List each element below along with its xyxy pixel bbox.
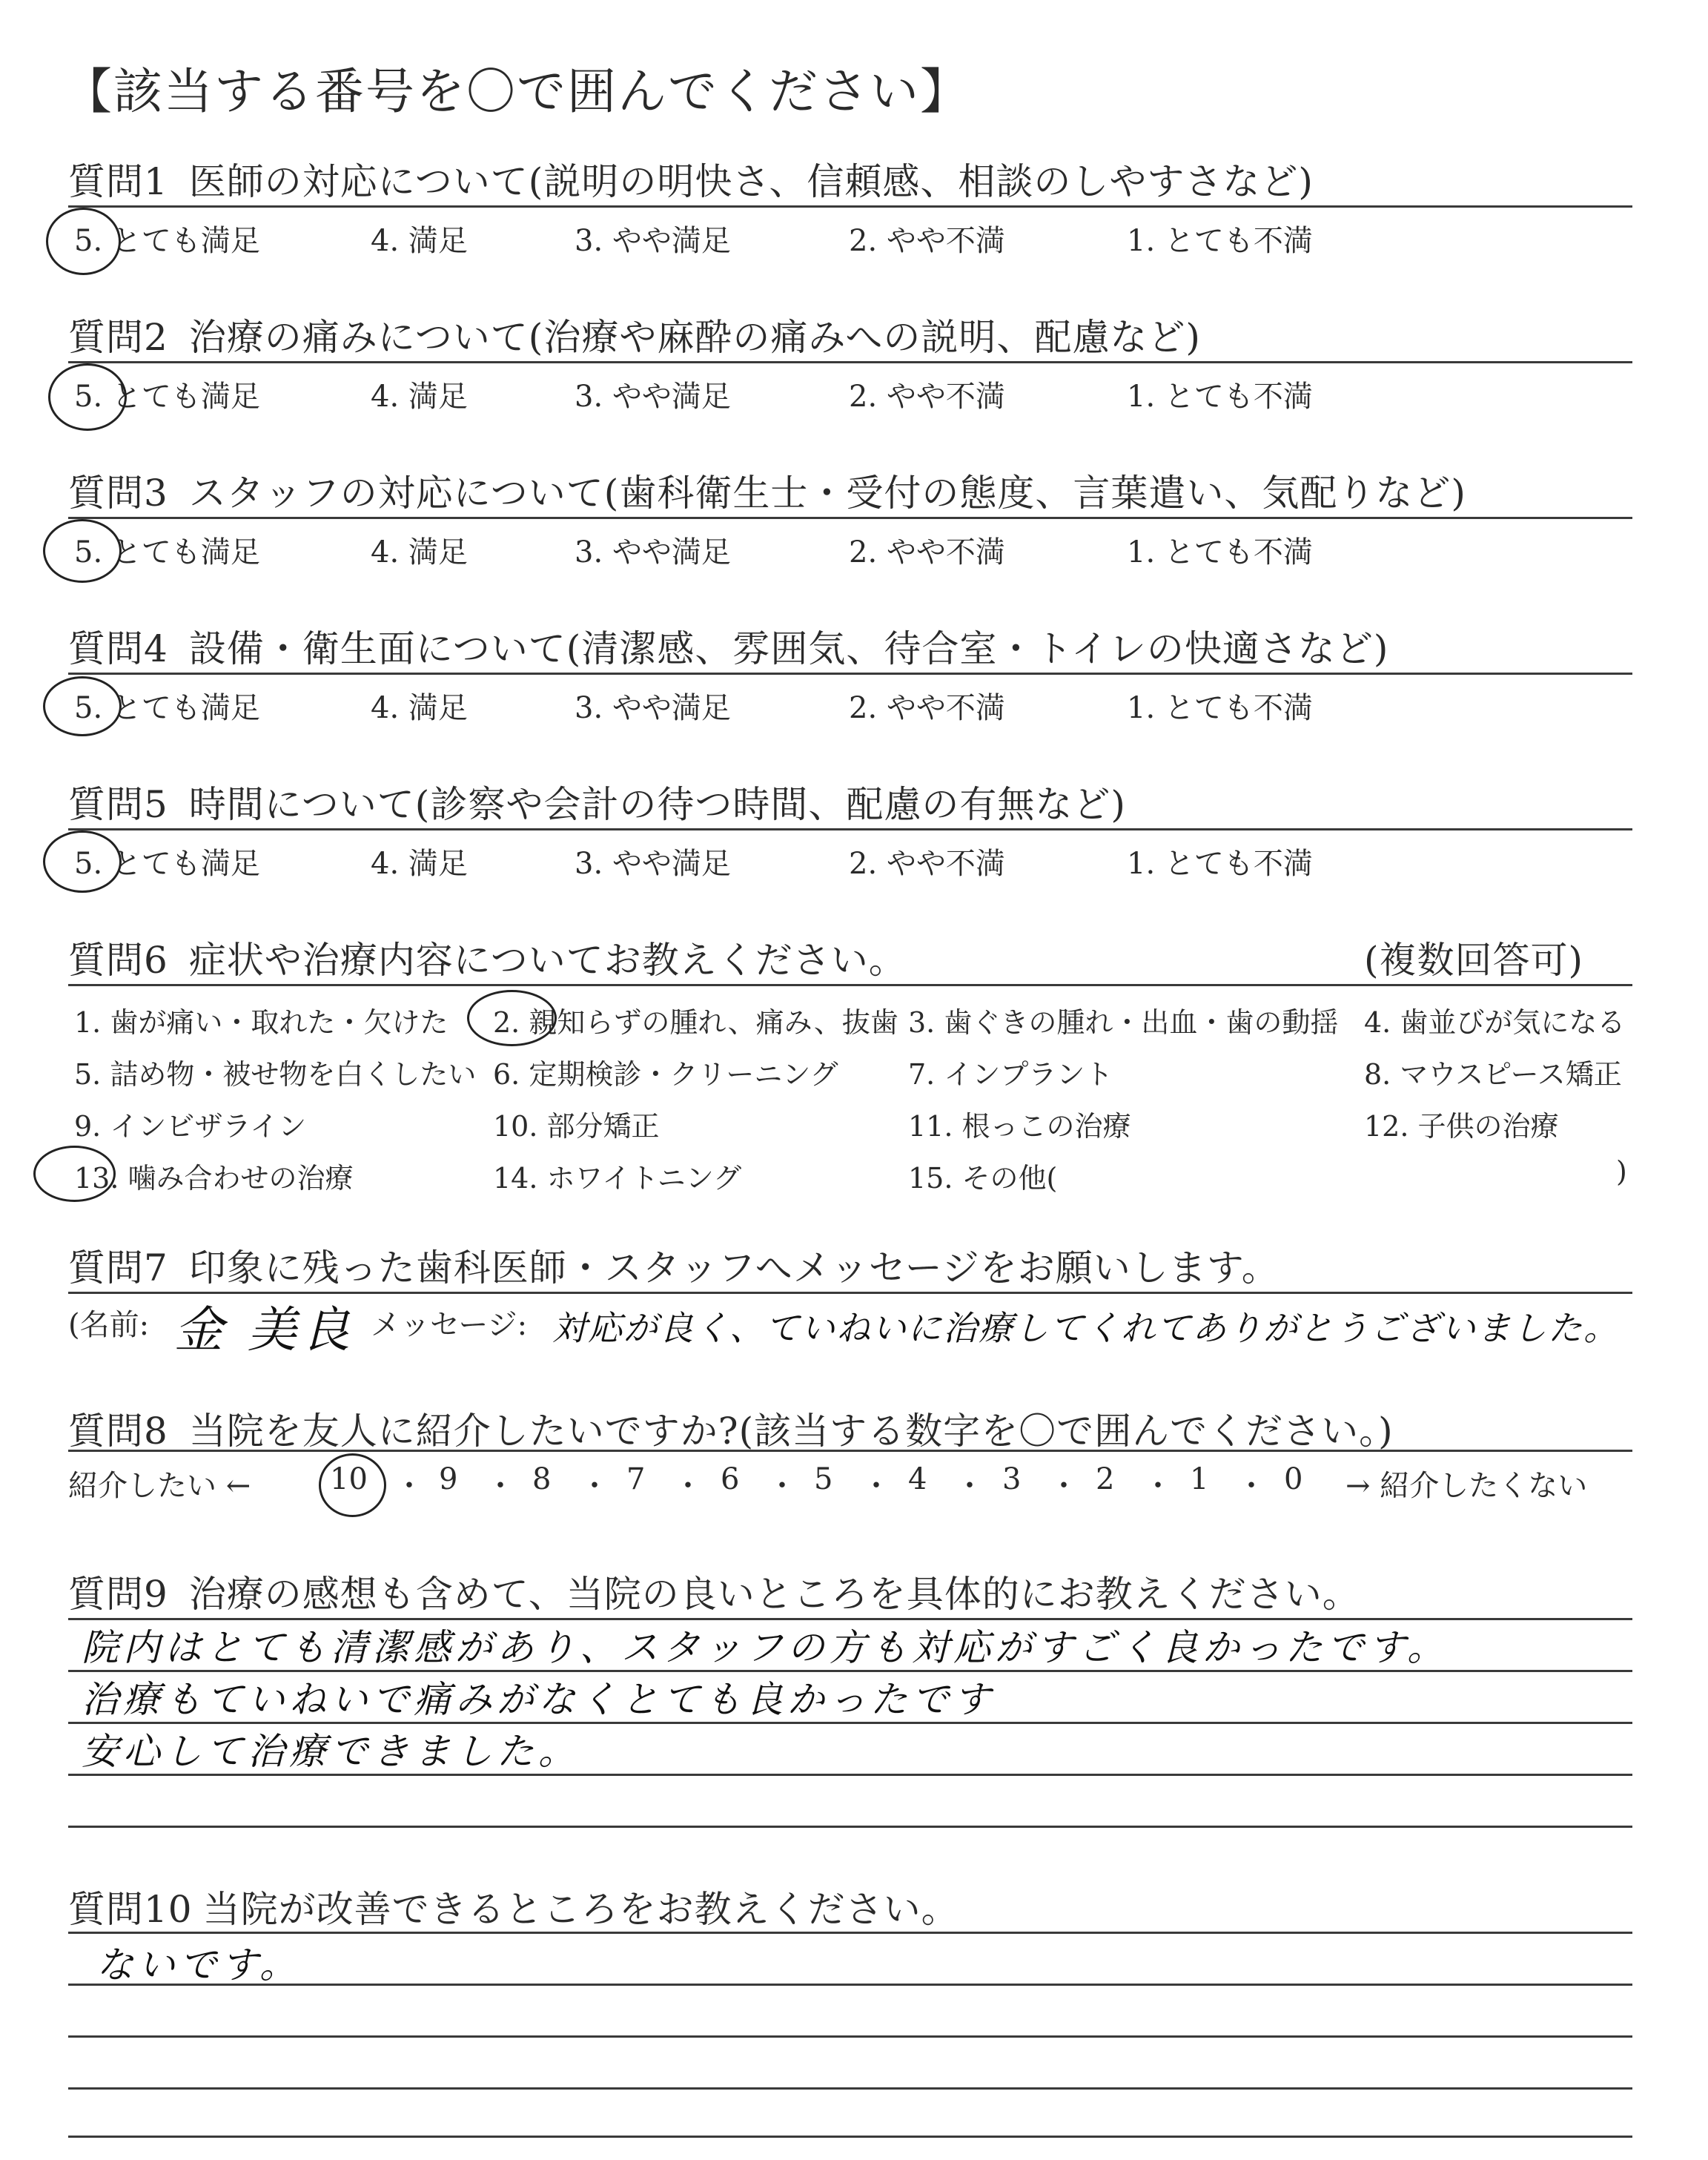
question-1-rule: [68, 205, 1632, 208]
q7-message-handwritten: 対応が良く、ていねいに治療してくれてありがとうございました。: [552, 1308, 1620, 1348]
question-2-heading: [68, 308, 1201, 361]
q4-option-4[interactable]: 4. 満足: [371, 691, 468, 725]
q1-option-3[interactable]: 3. やや満足: [575, 224, 731, 258]
q6-option-8[interactable]: 8. マウスピース矯正: [1364, 1058, 1622, 1091]
q6-option-7[interactable]: 7. インプラント: [908, 1058, 1113, 1091]
q6-option-15[interactable]: 15. その他(: [908, 1162, 1058, 1195]
question-6-heading: [68, 931, 907, 984]
q10-answer-line-1: ないです。: [96, 1943, 301, 1986]
q8-scale-9[interactable]: 9: [439, 1462, 458, 1496]
question-3-number: 質問3: [68, 472, 168, 515]
q1-option-2[interactable]: 2. やや不満: [849, 224, 1005, 258]
question-6-rule: [68, 984, 1632, 986]
question-2-options: [0, 373, 1708, 417]
question-9-heading: [68, 1565, 1360, 1618]
question-7-text: 印象に残った歯科医師・スタッフへメッセージをお願いします。: [188, 1246, 1280, 1289]
q8-scale-0[interactable]: 0: [1284, 1462, 1303, 1496]
question-2-rule: [68, 361, 1632, 363]
q3-option-5[interactable]: 5. とても満足: [74, 535, 260, 569]
question-4-text: 設備・衛生面について(清潔感、雰囲気、待合室・トイレの快適さなど): [188, 627, 1389, 670]
q8-scale-4[interactable]: 4: [908, 1462, 927, 1496]
question-4-number: 質問4: [68, 627, 168, 670]
q8-dot: ・: [394, 1469, 424, 1503]
q8-left-label: 紹介したい ←: [68, 1469, 251, 1503]
q8-dot: ・: [486, 1469, 515, 1503]
q7-name-label: (名前:: [68, 1308, 150, 1342]
question-10-text: 当院が改善できるところをお教えください。: [202, 1888, 959, 1931]
question-10-rule-4: [68, 2087, 1632, 2090]
question-9-text: 治療の感想も含めて、当院の良いところを具体的にお教えください。: [188, 1573, 1360, 1616]
q6-option-4[interactable]: 4. 歯並びが気になる: [1364, 1006, 1626, 1039]
q8-dot: ・: [673, 1469, 703, 1503]
q8-dot: ・: [767, 1469, 797, 1503]
q2-option-1[interactable]: 1. とても不満: [1127, 380, 1313, 414]
q8-scale-6[interactable]: 6: [721, 1462, 740, 1496]
question-3-options: [0, 529, 1708, 573]
question-4-options: [0, 684, 1708, 729]
q8-scale-1[interactable]: 1: [1190, 1462, 1209, 1496]
q8-dot: ・: [1143, 1469, 1173, 1503]
question-5-rule: [68, 828, 1632, 830]
q8-scale-8[interactable]: 8: [532, 1462, 552, 1496]
q3-option-1[interactable]: 1. とても不満: [1127, 535, 1313, 569]
q2-option-5[interactable]: 5. とても満足: [74, 380, 260, 414]
q6-option-14[interactable]: 14. ホワイトニング: [493, 1162, 742, 1195]
question-5-heading: [68, 775, 1126, 828]
question-5-number: 質問5: [68, 783, 168, 826]
q6-option-2[interactable]: 2. 親知らずの腫れ、痛み、抜歯: [493, 1006, 898, 1039]
q5-option-3[interactable]: 3. やや満足: [575, 847, 731, 881]
question-7-heading: [68, 1238, 1280, 1292]
q6-option-3[interactable]: 3. 歯ぐきの腫れ・出血・歯の動揺: [908, 1006, 1339, 1039]
q8-dot: ・: [1049, 1469, 1079, 1503]
q3-option-2[interactable]: 2. やや不満: [849, 535, 1005, 569]
q6-option-9[interactable]: 9. インビザライン: [74, 1110, 307, 1143]
q5-option-4[interactable]: 4. 満足: [371, 847, 468, 881]
question-9-rule-5: [68, 1826, 1632, 1828]
form-title: 【該当する番号を〇で囲んでください】: [63, 63, 970, 120]
q4-option-1[interactable]: 1. とても不満: [1127, 691, 1313, 725]
q8-scale-5[interactable]: 5: [814, 1462, 833, 1496]
question-5-options: [0, 840, 1708, 885]
q4-option-3[interactable]: 3. やや満足: [575, 691, 731, 725]
q4-option-5[interactable]: 5. とても満足: [74, 691, 260, 725]
question-8-number: 質問8: [68, 1410, 168, 1453]
q8-dot: ・: [1237, 1469, 1266, 1503]
question-6-number: 質問6: [68, 939, 168, 982]
q8-scale-10[interactable]: 10: [330, 1462, 368, 1496]
q8-dot: ・: [580, 1469, 609, 1503]
q6-option-13[interactable]: 13. 噛み合わせの治療: [74, 1162, 354, 1195]
question-3-heading: [68, 463, 1466, 517]
question-2-number: 質問2: [68, 316, 168, 359]
q1-option-4[interactable]: 4. 満足: [371, 224, 468, 258]
q2-option-3[interactable]: 3. やや満足: [575, 380, 731, 414]
q7-message-label: メッセージ:: [371, 1308, 528, 1342]
question-3-rule: [68, 517, 1632, 519]
q6-option-15-close-paren: ): [1616, 1155, 1627, 1188]
question-10-heading: [68, 1880, 959, 1933]
q4-option-2[interactable]: 2. やや不満: [849, 691, 1005, 725]
q8-dot: ・: [955, 1469, 984, 1503]
q6-option-11[interactable]: 11. 根っこの治療: [908, 1110, 1131, 1143]
question-10-rule-1: [68, 1932, 1632, 1934]
q8-dot: ・: [861, 1469, 891, 1503]
question-4-rule: [68, 673, 1632, 675]
question-8-rule: [68, 1450, 1632, 1452]
q8-scale-7[interactable]: 7: [626, 1462, 646, 1496]
q2-option-4[interactable]: 4. 満足: [371, 380, 468, 414]
q8-scale-2[interactable]: 2: [1096, 1462, 1115, 1496]
question-1-text: 医師の対応について(説明の明快さ、信頼感、相談のしやすさなど): [188, 160, 1314, 203]
q5-option-5[interactable]: 5. とても満足: [74, 847, 260, 881]
question-7-number: 質問7: [68, 1246, 168, 1289]
q2-option-2[interactable]: 2. やや不満: [849, 380, 1005, 414]
question-1-options: [0, 217, 1708, 262]
question-3-text: スタッフの対応について(歯科衛生士・受付の態度、言葉遣い、気配りなど): [188, 472, 1466, 515]
q6-option-10[interactable]: 10. 部分矯正: [493, 1110, 660, 1143]
question-5-text: 時間について(診察や会計の待つ時間、配慮の有無など): [188, 783, 1126, 826]
q1-option-1[interactable]: 1. とても不満: [1127, 224, 1313, 258]
q6-option-6[interactable]: 6. 定期検診・クリーニング: [493, 1058, 838, 1091]
question-10-rule-5: [68, 2136, 1632, 2138]
q1-option-5[interactable]: 5. とても満足: [74, 224, 260, 258]
question-10-rule-2: [68, 1984, 1632, 1986]
question-1-number: 質問1: [68, 160, 168, 203]
q9-answer-line-3: 安心して治療できました。: [82, 1730, 580, 1773]
q8-right-label: → 紹介したくない: [1345, 1469, 1588, 1503]
question-4-heading: [68, 619, 1388, 673]
question-2-text: 治療の痛みについて(治療や麻酔の痛みへの説明、配慮など): [188, 316, 1201, 359]
question-10-number: 質問10: [68, 1888, 193, 1931]
question-8-text: 当院を友人に紹介したいですか?(該当する数字を〇で囲んでください。): [188, 1410, 1394, 1453]
question-9-number: 質問9: [68, 1573, 168, 1616]
question-8-heading: [68, 1401, 1394, 1455]
q5-option-1[interactable]: 1. とても不満: [1127, 847, 1313, 881]
q7-name-handwritten: 金 美良: [174, 1301, 354, 1358]
q8-scale-3[interactable]: 3: [1002, 1462, 1022, 1496]
question-6-text: 症状や治療内容についてお教えください。: [188, 939, 907, 982]
q9-answer-line-1: 院内はとても清潔感があり、スタッフの方も対応がすごく良かったです。: [82, 1626, 1449, 1669]
q6-option-1[interactable]: 1. 歯が痛い・取れた・欠けた: [74, 1006, 448, 1039]
question-1-heading: [68, 152, 1314, 205]
q3-option-3[interactable]: 3. やや満足: [575, 535, 731, 569]
question-10-rule-3: [68, 2035, 1632, 2038]
q3-option-4[interactable]: 4. 満足: [371, 535, 468, 569]
q9-answer-line-2: 治療もていねいで痛みがなくとても良かったです: [82, 1678, 995, 1721]
q6-option-5[interactable]: 5. 詰め物・被せ物を白くしたい: [74, 1058, 477, 1091]
q5-option-2[interactable]: 2. やや不満: [849, 847, 1005, 881]
q6-option-12[interactable]: 12. 子供の治療: [1364, 1110, 1559, 1143]
question-6-note: (複数回答可): [1364, 939, 1584, 982]
